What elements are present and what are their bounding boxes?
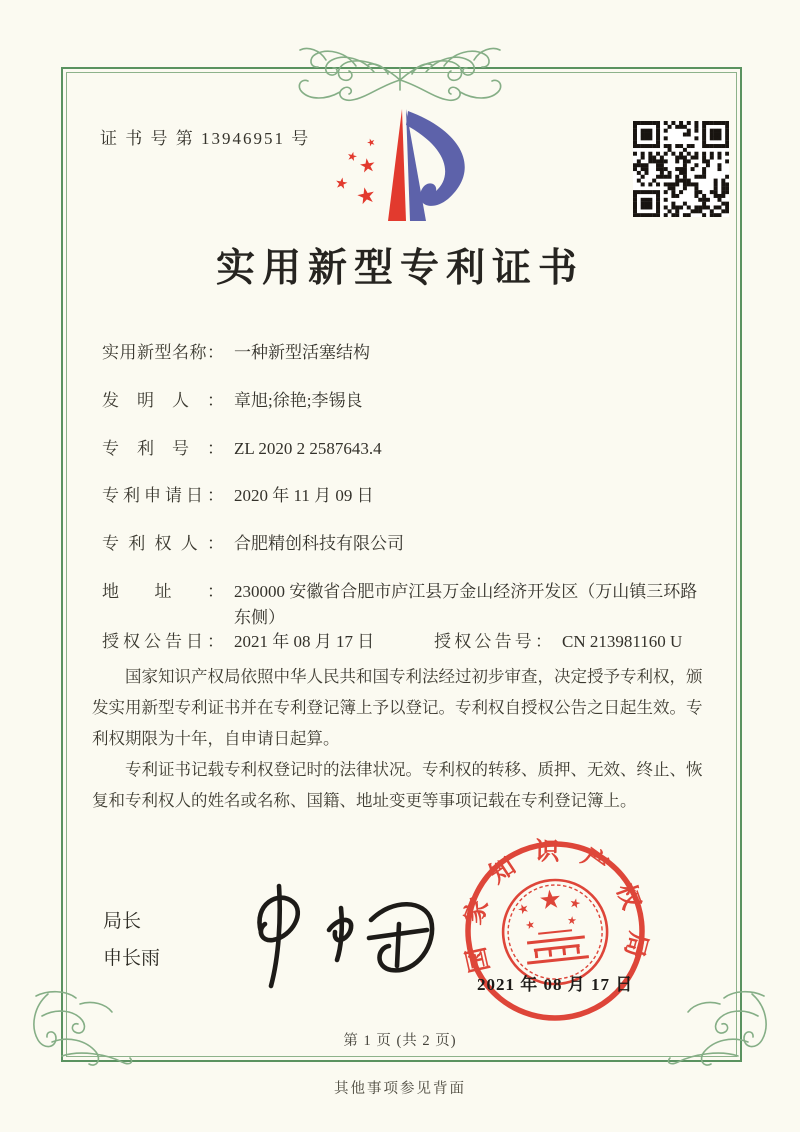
qr-code-pattern: [633, 121, 729, 217]
certificate-title: 实用新型专利证书: [215, 247, 584, 290]
officer-block: [103, 903, 160, 977]
field-row-grant: [102, 629, 720, 655]
legal-paragraph-1: 国家知识产权局依照中华人民共和国专利法经过初步审查，决定授予专利权，颁发实用新型专利证书并在专利登记簿上予以登记。专利权自授权公告之日起生效。专利权期限为十年，自申请日起算。: [92, 667, 703, 748]
svg-text:★: ★: [345, 148, 360, 165]
svg-text:★: ★: [567, 895, 583, 913]
field-row-inventors: [102, 388, 720, 414]
field-value: ZL 2020 2 2587643.4: [234, 439, 382, 458]
field-row-address: [102, 579, 720, 631]
logo-red-wedge: [388, 109, 406, 221]
svg-text:★: ★: [537, 884, 564, 917]
certificate-number: 证 书 号 第 13946951 号: [100, 129, 311, 148]
director-signature: [213, 874, 453, 1000]
officer-title: 局长: [103, 911, 142, 932]
seal-text: 国家知识产权局: [458, 838, 652, 979]
logo-stars: [333, 136, 378, 210]
field-label: 专利号：: [102, 439, 224, 458]
field-label: 地址：: [102, 582, 224, 601]
field-row-filing-date: [102, 483, 720, 509]
field-label: 专利权人：: [102, 534, 224, 553]
qr-code: [633, 121, 729, 217]
field-row-patent-no: [102, 436, 720, 462]
seal-date: 2021 年 08 月 17 日: [477, 975, 634, 994]
field-label: 授权公告日：: [102, 632, 224, 651]
field-value: 230000 安徽省合肥市庐江县万金山经济开发区（万山镇三环路东侧）: [234, 582, 698, 627]
field-label: 专利申请日：: [102, 486, 224, 505]
svg-text:★: ★: [357, 153, 378, 178]
field-label: 实用新型名称：: [102, 343, 224, 362]
field-value: 合肥精创科技有限公司: [234, 534, 404, 553]
field-label: 发明人：: [102, 391, 224, 410]
svg-text:★: ★: [515, 900, 532, 919]
field-row-patentee: [102, 531, 720, 557]
field-value: 2021 年 08 月 17 日: [234, 632, 375, 651]
official-seal: [451, 827, 660, 1036]
grant-no-label: 授权公告号：: [434, 632, 552, 651]
grant-no-value: CN 213981160 U: [562, 632, 683, 651]
legal-paragraph-2: 专利证书记载专利权登记时的法律状况。专利权的转移、质押、无效、终止、恢复和专利权人的姓名或名称、国籍、地址变更等事项记载在专利登记簿上。: [92, 760, 703, 810]
field-value: 2020 年 11 月 09 日: [234, 486, 374, 505]
page-number: 第 1 页 (共 2 页): [343, 1033, 457, 1049]
top-ornament: [270, 24, 530, 110]
officer-name: 申长雨: [103, 948, 161, 969]
legal-text: [92, 661, 718, 816]
field-value: 一种新型活塞结构: [234, 343, 370, 362]
back-note: 其他事项参见背面: [334, 1081, 466, 1097]
svg-text:★: ★: [523, 917, 537, 933]
svg-text:★: ★: [566, 913, 578, 928]
svg-text:★: ★: [354, 182, 379, 211]
svg-text:★: ★: [333, 173, 350, 194]
field-value: 章旭;徐艳;李锡良: [234, 391, 363, 410]
cnipa-logo-icon: [322, 101, 490, 229]
svg-text:★: ★: [365, 136, 378, 150]
field-row-name: [102, 340, 720, 366]
